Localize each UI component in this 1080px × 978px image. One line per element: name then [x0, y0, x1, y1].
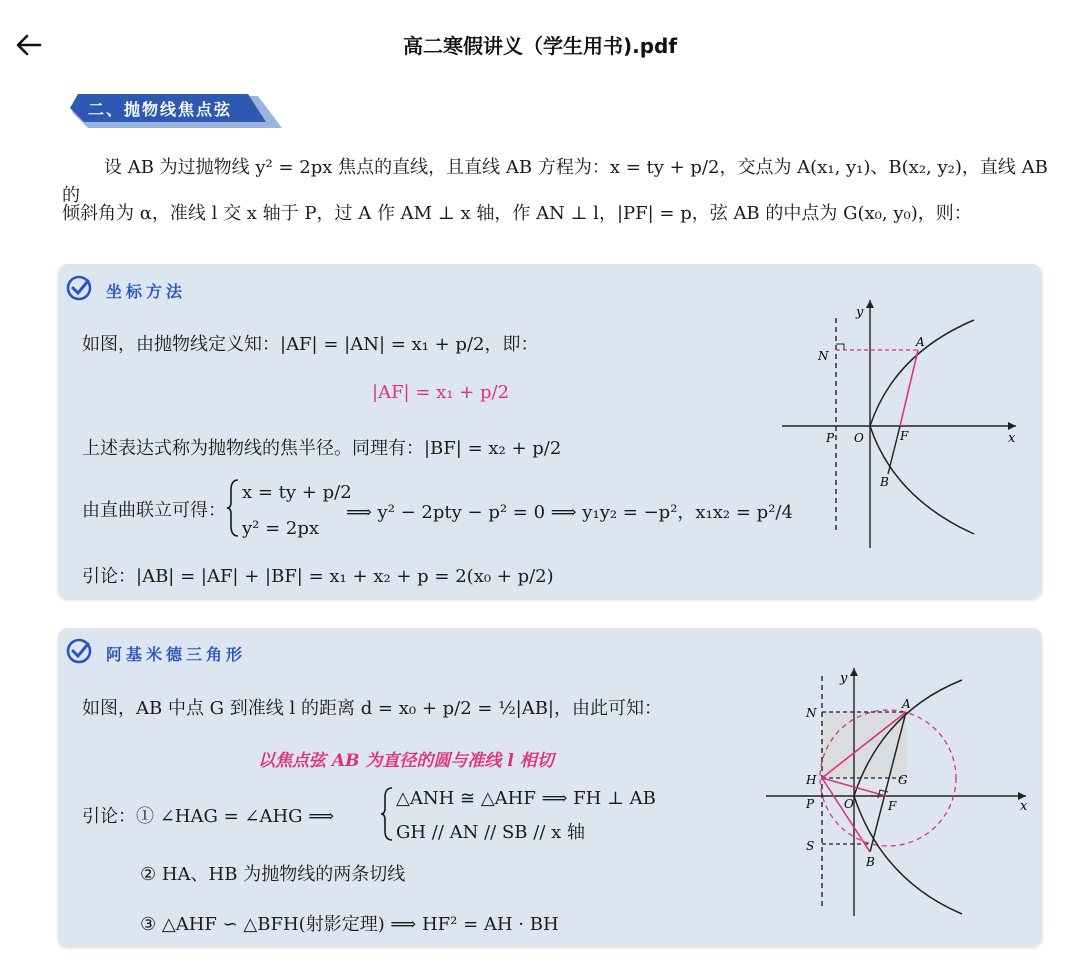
fig1-label-N: N — [818, 349, 829, 363]
intro-line-2: 倾斜角为 α，准线 l 交 x 轴于 P，过 A 作 AM ⊥ x 轴，作 AN ⊥ l，|PF| = p，弦 AB 的中点为 G(x₀, y₀)，则： — [62, 203, 972, 224]
check-circle-icon — [66, 275, 92, 301]
fig1-label-O: O — [854, 431, 864, 445]
fig2-label-O: O — [844, 797, 854, 811]
parabola-figure-2 — [762, 662, 1034, 920]
fig1-label-F: F — [900, 429, 909, 443]
document-title: 高二寒假讲义（学生用书).pdf — [402, 34, 678, 58]
fig2-label-A: A — [902, 697, 911, 711]
box2-line-4: ③ △AHF ∽ △BFH(射影定理) ⟹ HF² = AH · BH — [140, 914, 559, 935]
box2-line-3: ② HA、HB 为抛物线的两条切线 — [140, 864, 406, 885]
box2-line-2b: △ANH ≅ △AHF ⟹ FH ⊥ AB — [396, 788, 656, 809]
box1-line-3a: 由直曲联立可得： — [82, 500, 226, 521]
box1-line-3b: ⟹ y² − 2pty − p² = 0 ⟹ y₁y₂ = −p²，x₁x₂ = p²/4 — [346, 502, 793, 523]
system-eq-2: y² = 2px — [242, 518, 320, 539]
fig2-label-H: H — [806, 773, 817, 787]
box1-line-1: 如图，由抛物线定义知：|AF| = |AN| = x₁ + p/2，即： — [82, 334, 539, 355]
fig2-label-G: G — [898, 773, 908, 787]
box2-line-1: 如图，AB 中点 G 到准线 l 的距离 d = x₀ + p/2 = ½|AB|，由此可知： — [82, 698, 662, 719]
focal-radius-formula: |AF| = x₁ + p/2 — [372, 382, 510, 403]
fig1-label-A: A — [916, 335, 925, 349]
top-bar — [0, 0, 1080, 88]
box2-title: 阿基米德三角形 — [106, 645, 247, 664]
left-brace — [226, 478, 240, 538]
tangent-circle-statement: 以焦点弦 AB 为直径的圆与准线 l 相切 — [258, 751, 554, 771]
fig1-label-P: P — [826, 431, 835, 445]
box1-line-2: 上述表达式称为抛物线的焦半径。同理有：|BF| = x₂ + p/2 — [82, 438, 562, 459]
box2-line-2a: 引论：① ∠HAG = ∠AHG ⟹ — [82, 806, 335, 827]
fig2-label-x: x — [1020, 799, 1028, 814]
fig2-label-S: S — [806, 839, 815, 853]
section-title: 二、抛物线焦点弦 — [88, 100, 233, 119]
fig2-label-P: P — [806, 797, 815, 811]
system-eq-1: x = ty + p/2 — [242, 482, 352, 503]
fig1-label-x: x — [1008, 431, 1016, 446]
fig2-label-F: F — [888, 799, 897, 813]
left-brace — [380, 786, 394, 842]
fig1-label-B: B — [880, 475, 889, 489]
box2-line-2c: GH // AN // SB // x 轴 — [396, 822, 585, 843]
box1-title: 坐标方法 — [106, 282, 187, 301]
fig1-label-y: y — [856, 305, 864, 320]
parabola-figure-1 — [776, 294, 1026, 552]
box1-line-4: 引论：|AB| = |AF| + |BF| = x₁ + x₂ + p = 2(x₀ + p/2) — [82, 566, 554, 587]
fig2-label-N: N — [806, 706, 817, 720]
fig2-label-B: B — [866, 855, 875, 869]
check-circle-icon — [66, 638, 92, 664]
intro-line-1: 设 AB 为过抛物线 y² = 2px 焦点的直线，且直线 AB 方程为：x = ty + p/2，交点为 A(x₁, y₁)、B(x₂, y₂)，直线 AB 的 — [62, 157, 1048, 206]
fig2-label-y: y — [840, 671, 848, 686]
